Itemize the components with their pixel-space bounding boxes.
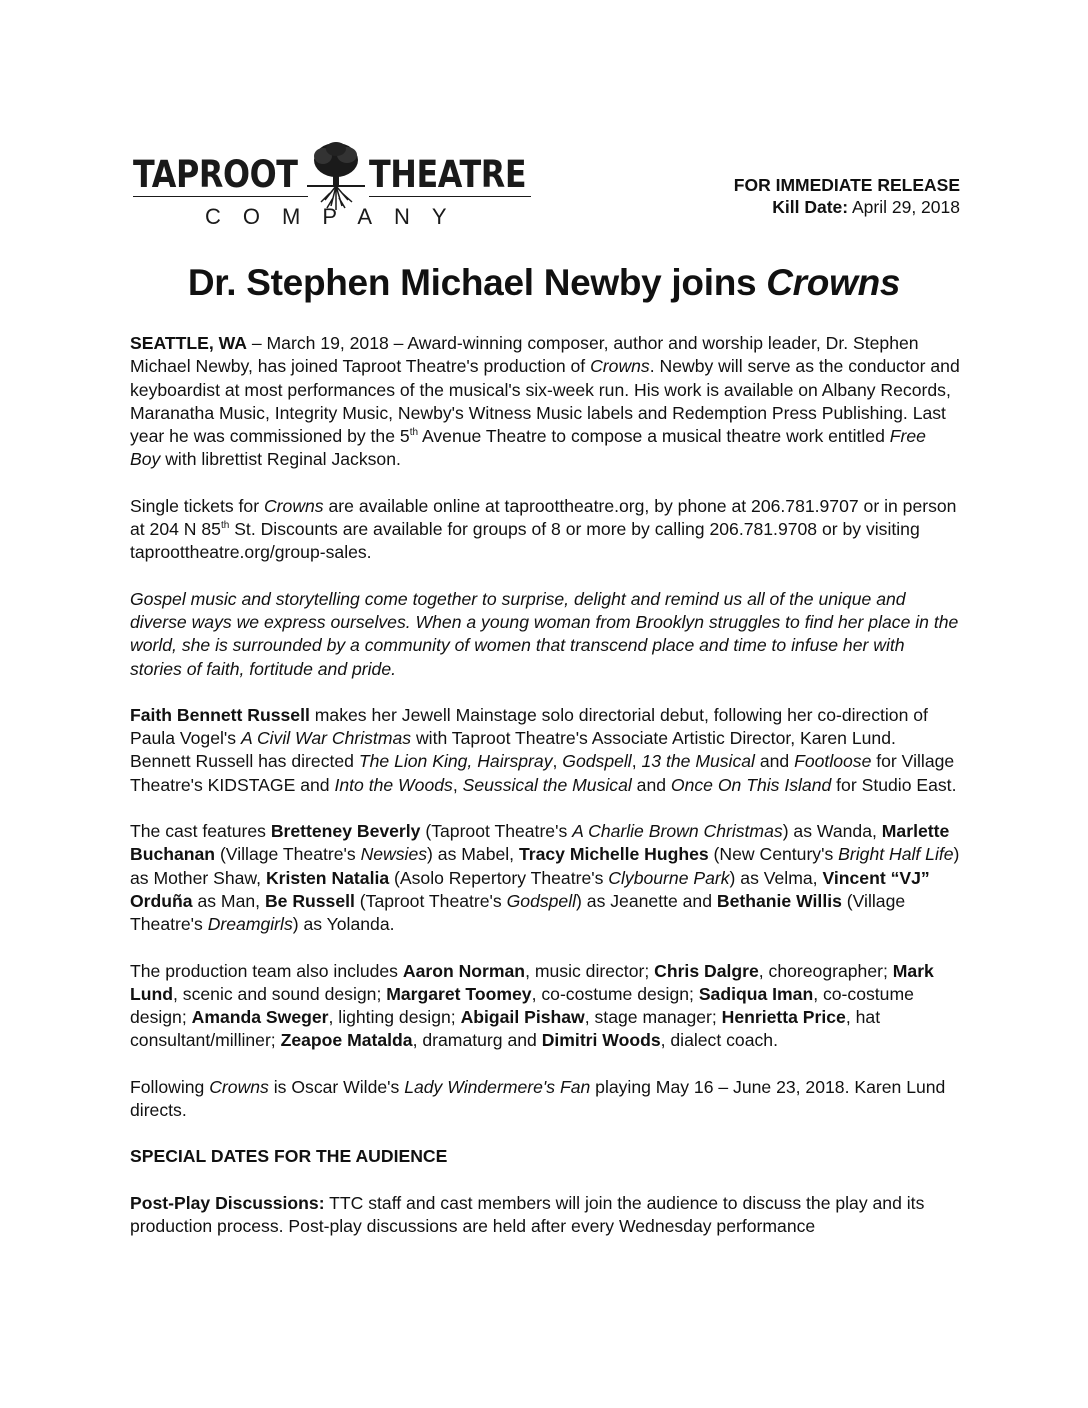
person-name: Dimitri Woods [541, 1030, 661, 1051]
text-run: with Taproot Theatre's Associate Artistic Director, Karen Lund. Bennett Russell has directed [130, 728, 896, 772]
text-run: (Village Theatre's [130, 890, 906, 935]
text-run: , dialect coach. [660, 1030, 778, 1051]
person-name: Mark Lund [130, 960, 934, 1004]
show-title: Crowns [209, 1076, 269, 1097]
logo-rule-right [369, 196, 531, 197]
headline [0, 262, 1088, 304]
text-run: St. Discounts are available for groups of 8 or more by calling 206.781.9708 or by visiting taproottheatre.org/group-sales. [130, 519, 920, 563]
text-run: Following [130, 1076, 210, 1097]
work-title: Seussical the Musical [462, 774, 632, 795]
text-run: (Taproot Theatre's [354, 890, 507, 911]
text-run: for Studio East. [831, 774, 957, 795]
post-play-label: Post-Play Discussions: [130, 1192, 325, 1213]
person-name: Aaron Norman [402, 960, 526, 981]
text-run: is Oscar Wilde's [268, 1076, 405, 1097]
text-run: ) as Jeanette and [576, 890, 717, 911]
headline-text: Dr. Stephen Michael Newby joins [187, 262, 767, 303]
ordinal-suffix: th [220, 520, 230, 532]
work-title: Godspell [562, 751, 632, 772]
text-run: (Taproot Theatre's [420, 821, 573, 842]
dateline: SEATTLE, WA [130, 333, 247, 353]
paragraph-director [130, 704, 960, 797]
logo-word-taproot: TAPROOT [133, 153, 298, 196]
person-name: Kristen Natalia [265, 867, 390, 888]
logo-word-theatre: THEATRE [369, 153, 527, 196]
person-name: Tracy Michelle Hughes [518, 844, 709, 865]
work-title: Newsies [360, 844, 428, 865]
text-run: , hat consultant/milliner; [130, 1007, 881, 1051]
release-body [130, 332, 960, 1261]
person-name: Margaret Toomey [386, 983, 532, 1004]
text-run: with librettist Reginal Jackson. [160, 449, 401, 470]
text-run: , stage manager; [584, 1007, 722, 1028]
paragraph-synopsis [130, 588, 960, 681]
paragraph-cast [130, 820, 960, 936]
paragraph-post-play [130, 1192, 960, 1239]
person-name: Amanda Sweger [191, 1007, 329, 1028]
work-title: Lady Windermere's Fan [404, 1076, 591, 1097]
text-run: ) as Mabel, [427, 844, 519, 865]
person-name: Abigail Pishaw [460, 1007, 585, 1028]
text-run: ) as Yolanda. [292, 914, 395, 935]
work-title: Bright Half Life [838, 844, 954, 865]
kill-date-label: Kill Date: [772, 197, 849, 217]
text-run: , [452, 774, 463, 795]
person-name: Marlette Buchanan [130, 821, 950, 865]
logo-word-company: COMPANY [205, 204, 469, 229]
person-name: Vincent “VJ” Orduña [130, 867, 930, 911]
person-name: Bethanie Willis [716, 890, 842, 911]
logo-rule-left [133, 196, 308, 197]
work-title: Footloose [794, 751, 872, 772]
paragraph-next-show [130, 1076, 960, 1123]
text-run: and [754, 751, 795, 772]
work-title: Dreamgirls [207, 914, 293, 935]
text-run: ) as Mother Shaw, [130, 844, 960, 888]
text-run: (Village Theatre's [215, 844, 361, 865]
person-name: Zeapoe Matalda [280, 1030, 413, 1051]
taproot-theatre-logo [133, 138, 533, 230]
person-name: Sadiqua Iman [698, 983, 814, 1004]
ordinal-suffix: th [409, 427, 419, 439]
text-run: ) as Wanda, [782, 821, 882, 842]
text-run: , choreographer; [758, 960, 893, 981]
text-run: TTC staff and cast members will join the audience to discuss the play and its production process. Post-play discussions are held after every Wednesday performance [130, 1192, 925, 1236]
work-title: Free Boy [130, 426, 926, 470]
headline-show-title: Crowns [766, 262, 901, 303]
work-title: Once On This Island [670, 774, 832, 795]
text-run: , music director; [525, 960, 655, 981]
text-run: ) as Velma, [729, 867, 823, 888]
text-run: (New Century's [708, 844, 839, 865]
work-title: 13 the Musical [641, 751, 755, 772]
person-name: Chris Dalgre [654, 960, 759, 981]
text-run: playing May 16 – June 23, 2018. Karen Lund directs. [130, 1076, 946, 1121]
immediate-release-label: FOR IMMEDIATE RELEASE [733, 175, 960, 195]
show-title: Crowns [263, 495, 324, 516]
text-run: (Asolo Repertory Theatre's [389, 867, 609, 888]
work-title: A Charlie Brown Christmas [572, 821, 783, 842]
text-run: , [552, 751, 563, 772]
text-run: for Village Theatre's KIDSTAGE and [130, 751, 955, 795]
text-run: are available online at taproottheatre.org, by phone at 206.781.9707 or in person at 204 N 85 [130, 495, 957, 540]
text-run: . Newby will serve as the conductor and keyboardist at most performances of the musical's six-week run. His work is available on Albany Records, Maranatha Music, Integrity Music, Newby's Witness Music labels and Redemption Press Publishing. Last year he was commissioned by the 5 [130, 356, 960, 447]
paragraph-tickets [130, 495, 960, 565]
text-run: Avenue Theatre to compose a musical theatre work entitled [418, 426, 890, 447]
work-title: The Lion King, Hairspray [358, 751, 553, 772]
text-run: The cast features [130, 821, 271, 842]
text-run: , dramaturg and [412, 1030, 542, 1051]
text-run: , co-costume design; [531, 983, 699, 1004]
text-run: Single tickets for [130, 495, 264, 516]
text-run: The production team also includes [130, 960, 403, 981]
text-run: as Man, [192, 890, 265, 911]
synopsis-text: Gospel music and storytelling come together to surprise, delight and remind us all of the unique and diverse ways we express ourselves. When a young woman from Brooklyn struggles to find her place in the world, she is surrounded by a community of women that transcend place and time to infuse her with stories of faith, fortitude and pride. [130, 588, 959, 679]
text-run: – March 19, 2018 – Award-winning composer, author and worship leader, Dr. Stephen Michael Newby, has joined Taproot Theatre's production of [130, 333, 919, 377]
work-title: A Civil War Christmas [240, 728, 412, 749]
work-title: Godspell [506, 890, 577, 911]
text-run: makes her Jewell Mainstage solo directorial debut, following her co-direction of Paula Vogel's [130, 704, 928, 749]
text-run: , lighting design; [328, 1007, 461, 1028]
text-run: , co-costume design; [130, 983, 914, 1028]
tree-icon [303, 140, 369, 212]
person-name: Bretteney Beverly [270, 821, 421, 842]
release-info [734, 174, 960, 218]
work-title: Clybourne Park [608, 867, 730, 888]
kill-date-line [734, 196, 960, 218]
show-title: Crowns [590, 356, 650, 377]
text-run: and [631, 774, 671, 795]
paragraph-production-team [130, 960, 960, 1053]
text-run: , [631, 751, 642, 772]
section-heading-special-dates: SPECIAL DATES FOR THE AUDIENCE [130, 1146, 448, 1167]
paragraph-announcement [130, 332, 960, 472]
person-name: Be Russell [264, 890, 355, 911]
kill-date-value: April 29, 2018 [852, 197, 960, 217]
person-name: Faith Bennett Russell [130, 704, 310, 725]
text-run: , scenic and sound design; [173, 983, 387, 1004]
person-name: Henrietta Price [721, 1007, 846, 1028]
work-title: Into the Woods [334, 774, 453, 795]
